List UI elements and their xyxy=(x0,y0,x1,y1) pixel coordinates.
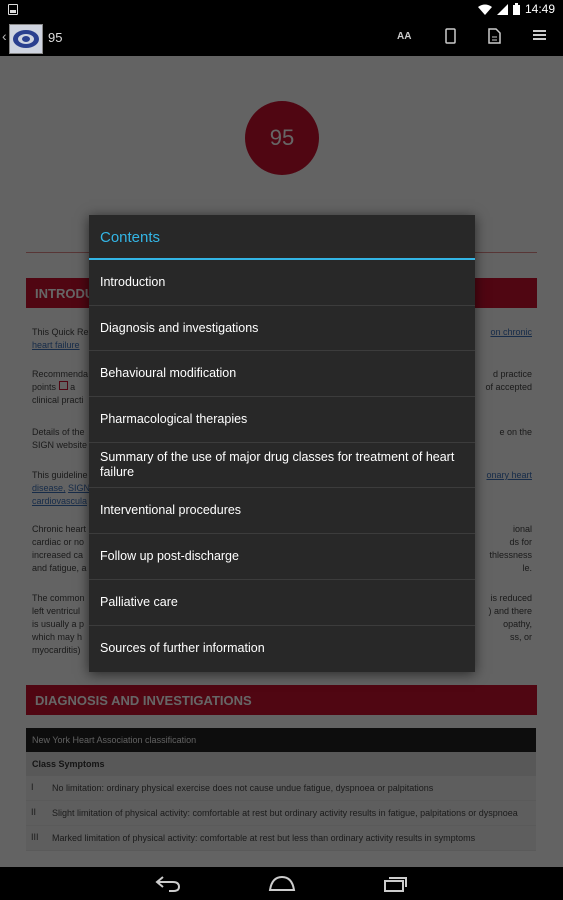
battery-icon xyxy=(513,3,520,15)
font-size-icon[interactable]: AA xyxy=(397,31,412,42)
menu-item-palliative[interactable]: Palliative care xyxy=(89,580,475,626)
status-bar xyxy=(0,0,563,20)
menu-item-pharmacological[interactable]: Pharmacological therapies xyxy=(89,397,475,443)
menu-item-sources[interactable]: Sources of further information xyxy=(100,640,265,655)
menu-item-summary[interactable]: Summary of the use of major drug classes for treatment of heart failure xyxy=(89,443,475,489)
app-logo[interactable] xyxy=(9,24,43,54)
recents-icon[interactable] xyxy=(383,874,409,892)
dialog-title: Contents xyxy=(89,215,475,260)
menu-item-follow-up[interactable]: Follow up post-discharge xyxy=(89,534,475,580)
back-icon[interactable] xyxy=(155,874,181,892)
menu-item-introduction[interactable]: Introduction xyxy=(89,260,475,306)
menu-item-behavioural[interactable]: Behavioural modification xyxy=(89,351,475,397)
page-title: 95 xyxy=(48,30,63,45)
clock: 14:49 xyxy=(524,2,555,16)
navigation-bar xyxy=(0,867,563,900)
home-icon[interactable] xyxy=(268,874,296,892)
wifi-icon xyxy=(478,4,492,15)
menu-item-diagnosis[interactable]: Diagnosis and investigations xyxy=(89,306,475,352)
action-bar xyxy=(0,20,563,56)
signal-icon xyxy=(497,4,508,15)
menu-icon[interactable] xyxy=(533,29,546,41)
status-right xyxy=(478,2,555,16)
document-icon[interactable] xyxy=(488,28,501,44)
notification-icon xyxy=(8,4,18,15)
bookmark-icon[interactable] xyxy=(445,28,456,44)
back-arrow-icon[interactable]: ‹ xyxy=(2,28,7,44)
menu-item-interventional[interactable]: Interventional procedures xyxy=(89,488,475,534)
contents-dialog xyxy=(89,215,475,672)
